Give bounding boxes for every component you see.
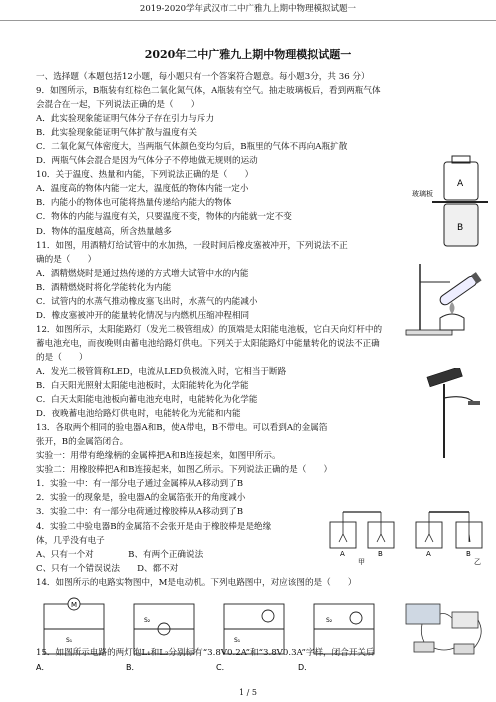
- q13-choice-cd: C、只有一个错误说法 D、都不对: [36, 563, 179, 574]
- q12-solar-lamp-figure: [404, 368, 492, 460]
- solar-panel: [427, 368, 462, 387]
- figure-yi-label: 乙: [474, 558, 481, 566]
- battery-pack: [406, 604, 440, 624]
- q9-option-a: A．此实验现象能证明气体分子存在引力与斥力: [36, 114, 215, 125]
- q12-option-a: A．发光二极管简称LED，电流从LED负极流入时，它相当于断路: [36, 366, 287, 377]
- q9-option-d: D．两瓶气体会混合是因为气体分子不停地做无规则的运动: [36, 156, 258, 167]
- section-heading: 一、选择题（本题包括12小题，每小题只有一个答案符合题意。每小题3分，共 36 分）: [36, 72, 370, 82]
- switch-s2: [454, 644, 474, 654]
- q10-option-a: A．温度高的物体内能一定大，温度低的物体内能一定小: [36, 184, 249, 195]
- switch-s2-label: S₂: [326, 617, 333, 624]
- glass-plate-label: 玻璃板: [412, 190, 433, 198]
- q12-stem-cont: 蓄电池充电，而夜晚则由蓄电池给路灯供电。下列关于太阳能路灯中能量转化的说法不正确: [36, 338, 380, 349]
- electroscope-pair-jia: [330, 512, 394, 566]
- flame-icon: [450, 302, 455, 314]
- q11-option-c: C．试管内的水蒸气推动橡皮塞飞出时，水蒸气的内能减小: [36, 296, 258, 307]
- bottle-a-label: A: [457, 179, 464, 189]
- switch-s1-label: S₁: [234, 637, 241, 644]
- motor-label: M: [71, 601, 78, 609]
- electroscope-a2-label: A: [426, 550, 431, 558]
- q13-exp1: 实验一：用带有绝缘柄的金属棒把A和B连接起来，如图甲所示。: [36, 451, 281, 462]
- electroscope-b-label: B: [378, 550, 383, 558]
- document-title: 2020年二中广雅九上期中物理模拟试题一: [144, 48, 352, 61]
- stand-base: [406, 330, 452, 335]
- q13-stem-cont: 张开，B的金属箔闭合。: [36, 437, 129, 448]
- lamp-head: [468, 401, 480, 405]
- q9-gas-bottles-figure: [412, 150, 490, 258]
- page-header: 2019-2020学年武汉市二中广雅九上期中物理模拟试题一: [0, 0, 496, 21]
- q11-option-b: B．酒精燃烧时将化学能转化为内能: [36, 282, 172, 293]
- option-d-label: D．: [298, 663, 313, 672]
- q10-stem: 10．关于温度、热量和内能，下列说法正确的是（ ）: [36, 170, 254, 181]
- circuit-option-c: [216, 604, 284, 672]
- q15-stem: 15．如图所示电路的两灯泡L₁和L₂分别标有“3.8V0.2A”和“3.8V0.3A”字样，闭合开关后: [36, 647, 375, 658]
- q11-option-d: D．橡皮塞被冲开的能量转化情况与内燃机压缩冲程相同: [36, 310, 250, 321]
- test-tube: [438, 274, 478, 306]
- q14-stem: 14．如图所示的电路实物图中，M是电动机。下列电路图中，对应该图的是（ ）: [36, 577, 357, 588]
- q12-option-d: D．夜晚蓄电池给路灯供电时，电能转化为光能和内能: [36, 409, 241, 420]
- switch-s2-label: S₂: [144, 617, 151, 624]
- bottle-b-label: B: [457, 223, 464, 233]
- q13-item-3: 3．实验二中：有一部分电荷通过橡胶棒从A移动到了B: [36, 507, 244, 518]
- q11-stem-cont: 确的是（ ）: [36, 254, 97, 265]
- electroscope-a-label: A: [340, 550, 345, 558]
- q13-electroscopes-figure: [324, 506, 492, 566]
- electroscope-b2-label: B: [466, 550, 471, 558]
- q13-stem: 13．各取两个相同的验电器A和B，使A带电，B不带电。可以看到A的金属箔: [36, 423, 328, 434]
- q12-option-b: B．白天阳光照射太阳能电池板时，太阳能转化为化学能: [36, 381, 249, 392]
- alcohol-lamp: [440, 314, 464, 330]
- switch-s1: [414, 642, 434, 652]
- electroscope-pair-yi: [416, 512, 482, 566]
- q10-option-d: D．物体的温度越高，所含热量越多: [36, 226, 172, 237]
- switch-s1-label: S₁: [66, 637, 73, 644]
- q12-stem: 12．如图所示，太阳能路灯（发光二极管组成）的顶端是太阳能电池板，它白天向灯杆中的: [36, 324, 383, 335]
- q9-stem: 9．如图所示，B瓶装有红棕色二氧化氮气体，A瓶装有空气。抽走玻璃板后，看到两瓶气体: [36, 86, 381, 97]
- option-c-label: C．: [216, 663, 230, 672]
- q13-item-4: 4．实验二中验电器B的金属箔不会张开是由于橡胶棒是是绝缘: [36, 521, 272, 532]
- q11-stem: 11．如图，用酒精灯给试管中的水加热，一段时间后橡皮塞被冲开，下列说法不正: [36, 240, 348, 251]
- motor-icon: [262, 610, 274, 622]
- motor-icon: [350, 612, 362, 624]
- option-a-label: A．: [36, 663, 50, 672]
- question-text: [36, 70, 460, 660]
- q13-exp2: 实验二：用橡胶棒把A和B连接起来，如图乙所示。下列说法正确的是（ ）: [36, 465, 333, 476]
- q12-option-c: C．白天太阳能电池板向蓄电池充电时，电能转化为化学能: [36, 395, 258, 406]
- page-number: 1 / 5: [239, 688, 257, 697]
- q9-option-c: C．二氧化氮气体密度大，当两瓶气体颜色变均匀后，B瓶里的气体不再向A瓶扩散: [36, 142, 348, 153]
- option-b-label: B．: [126, 663, 140, 672]
- circuit-option-a: [36, 598, 104, 672]
- q10-option-c: C．物体的内能与温度有关，只要温度不变，物体的内能就一定不变: [36, 212, 292, 223]
- q12-stem-cont2: 的是（ ）: [36, 352, 88, 363]
- q14-circuit-options: [36, 594, 396, 674]
- figure-jia-label: 甲: [358, 558, 365, 566]
- q13-item-4-cont: 体，几乎没有电子: [36, 535, 105, 546]
- circuit-option-b: [126, 604, 194, 672]
- q11-option-a: A．酒精燃烧时是通过热传递的方式增大试管中水的内能: [36, 268, 249, 279]
- q9-option-b: B．此实验现象能证明气体扩散与温度有关: [36, 128, 198, 139]
- q11-test-tube-figure: [400, 258, 492, 338]
- q10-option-b: B．内能小的物体也可能将热量传递给内能大的物体: [36, 198, 232, 209]
- q14-physical-circuit-figure: [400, 598, 492, 668]
- motor: [452, 612, 478, 628]
- circuit-option-d: [298, 604, 374, 672]
- q9-stem-cont: 会混合在一起，下列说法正确的是（ ）: [36, 100, 200, 111]
- q13-choice-ab: A、只有一个对 B、有两个正确说法: [36, 549, 204, 560]
- q13-item-1: 1．实验一中：有一部分电子通过金属棒从A移动到了B: [36, 479, 244, 490]
- q13-item-2: 2．实验一的现象是，验电器A的金属箔张开的角度减小: [36, 493, 246, 504]
